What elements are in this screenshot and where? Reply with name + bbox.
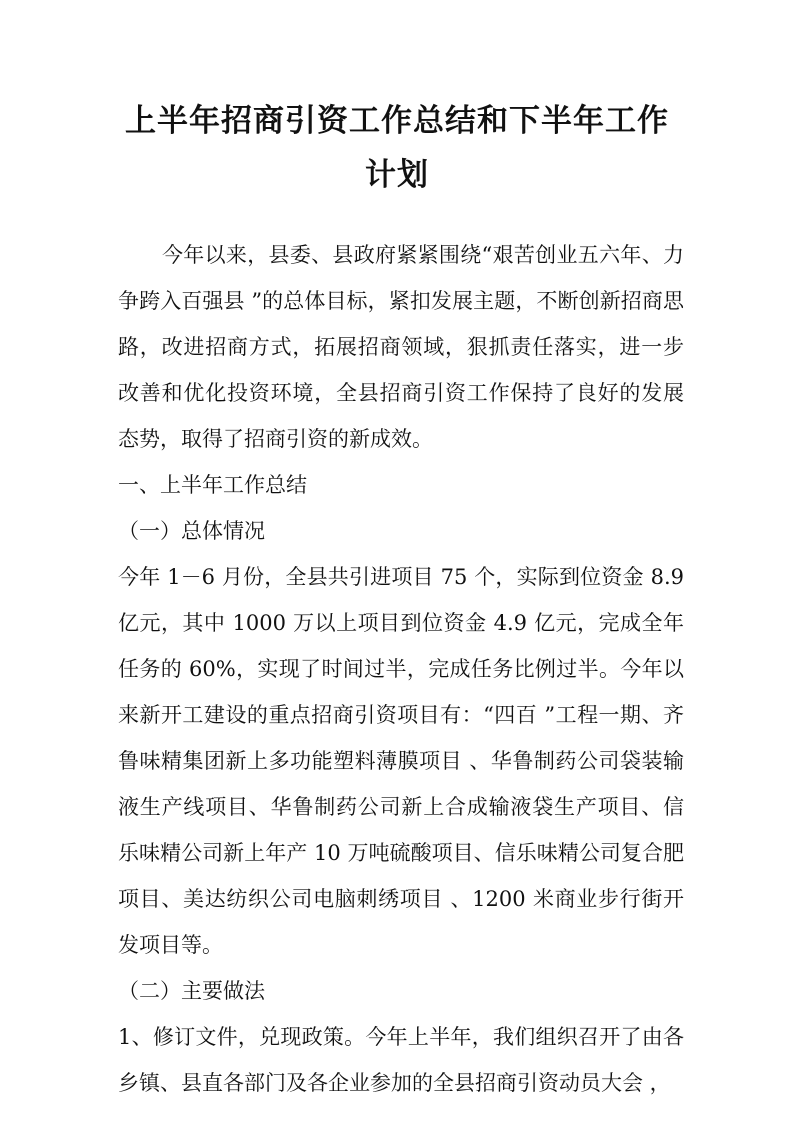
- section-heading-1: 一、上半年工作总结: [118, 473, 307, 497]
- intro-paragraph: 今年以来，县委、县政府紧紧围绕“艰苦创业五六年、力争跨入百强县 ”的总体目标，紧扣发展主题，不断创新招商思路，改进招商方式，拓展招商领域，狠抓责任落实，进一步改善和优化投资环境，全县招商引资工作保持了良好的发展态势，取得了招商引资的新成效。: [118, 243, 684, 451]
- overall-paragraph: 今年 1－6 月份，全县共引进项目 75 个，实际到位资金 8.9 亿元，其中 1000 万以上项目到位资金 4.9 亿元，完成全年任务的 60%，实现了时间过半，完成任务比例过半。今年以来新开工建设的重点招商引资项目有：“四百 ”工程一期、齐鲁味精集团新上多功能塑料薄膜项目 、华鲁制药公司袋装输液生产线项目、华鲁制药公司新上合成输液袋生产项目、信乐味精公司新上年产 10 万吨硫酸项目、信乐味精公司复合肥项目、美达纺织公司电脑刺绣项目 、1200 米商业步行街开发项目等。: [118, 565, 684, 957]
- subsection-heading-methods: （二）主要做法: [118, 979, 265, 1003]
- methods-paragraph: 1、修订文件，兑现政策。今年上半年，我们组织召开了由各乡镇、县直各部门及各企业参加的全县招商引资动员大会 ，: [118, 1025, 684, 1095]
- title-line-1: 上半年招商引资工作总结和下半年工作: [125, 103, 669, 139]
- document-body: [118, 232, 684, 1106]
- title-line-2: 计划: [365, 157, 429, 193]
- document-title: [90, 94, 704, 202]
- subsection-heading-overall: （一）总体情况: [118, 519, 265, 543]
